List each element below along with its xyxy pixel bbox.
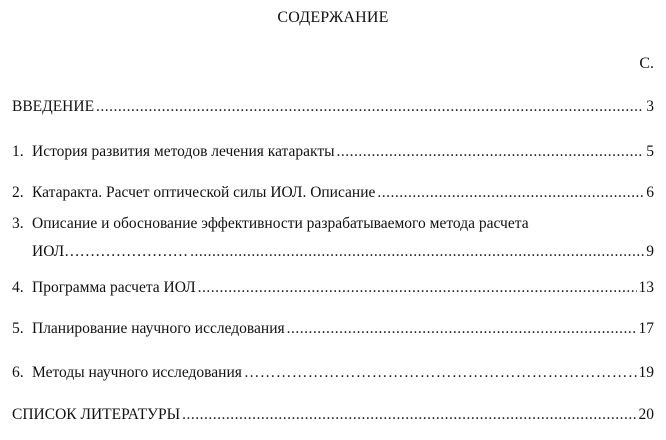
toc-entry-page: 19 — [638, 364, 654, 381]
toc-entry-6 — [12, 364, 654, 384]
toc-entry-3 — [12, 215, 654, 235]
toc-entry-number: 3. — [12, 215, 24, 232]
toc-entry-4 — [12, 279, 654, 299]
toc-leader-dots — [96, 98, 644, 116]
toc-leader-dots — [377, 184, 644, 202]
toc-entry-label: Планирование научного исследования — [32, 320, 285, 337]
toc-entry-1 — [12, 143, 654, 163]
toc-entry-number: 5. — [12, 320, 24, 337]
toc-entry-number: 2. — [12, 184, 24, 201]
toc-entry-page: 17 — [638, 320, 654, 337]
toc-entry-3-continuation — [32, 243, 654, 263]
toc-entry-number: 6. — [12, 364, 24, 381]
toc-entry-page: 13 — [638, 279, 654, 296]
toc-entry-number: 1. — [12, 143, 24, 160]
toc-entry-number: 4. — [12, 279, 24, 296]
toc-leader-dots — [198, 279, 637, 297]
toc-leader-dots — [182, 406, 636, 424]
toc-entry-page: 5 — [646, 143, 654, 160]
toc-entry-page: 20 — [638, 406, 654, 423]
toc-entry-label: СПИСОК ЛИТЕРАТУРЫ — [12, 406, 181, 423]
toc-entry-references — [12, 406, 654, 426]
toc-entry-label: Методы научного исследования — [32, 364, 242, 381]
toc-entry-page: 9 — [646, 243, 654, 260]
toc-entry-label: Программа расчета ИОЛ — [32, 279, 196, 296]
toc-entry-5 — [12, 320, 654, 340]
toc-entry-2 — [12, 184, 654, 204]
toc-leader-dots — [287, 320, 637, 338]
toc-entry-label: История развития методов лечения катаракты — [32, 143, 335, 160]
toc-entry-page: 6 — [646, 184, 654, 201]
toc-entry-page: 3 — [646, 98, 654, 115]
toc-leader-dots — [337, 143, 645, 161]
toc-entry-continuation: ИОЛ…………………… — [32, 243, 189, 260]
toc-entry-label: Катаракта. Расчет оптической силы ИОЛ. Описание — [32, 184, 376, 201]
page-column-header: С. — [639, 55, 654, 72]
toc-leader-dots — [244, 364, 637, 382]
toc-title: СОДЕРЖАНИЕ — [277, 9, 389, 26]
toc-entry-label: ВВЕДЕНИЕ — [12, 98, 95, 115]
toc-entry-introduction — [12, 98, 654, 118]
toc-leader-dots — [190, 243, 644, 261]
toc-entry-label: Описание и обоснование эффективности разрабатываемого метода расчета — [32, 215, 529, 232]
